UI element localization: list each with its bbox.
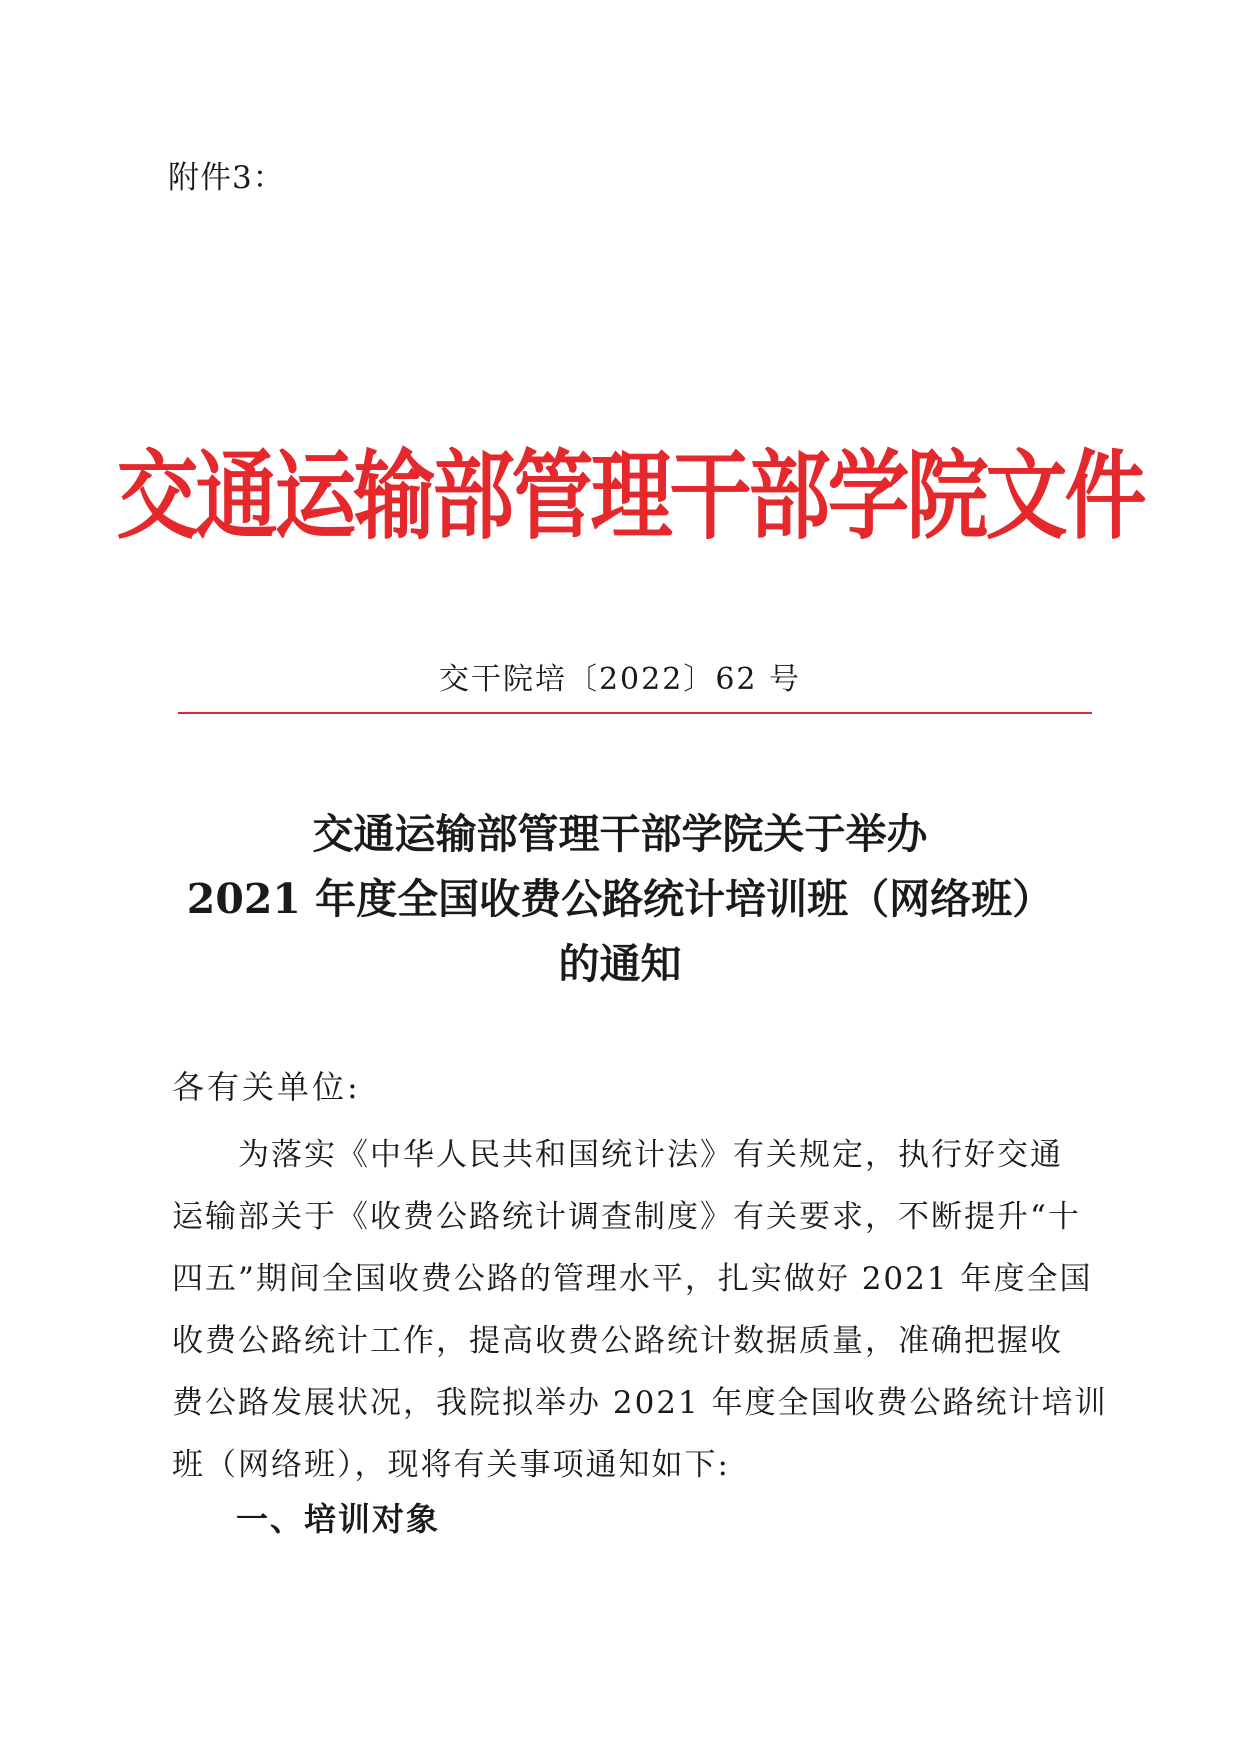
body-line: 为落实《中华人民共和国统计法》有关规定，执行好交通 — [172, 1137, 1063, 1173]
title-line-2: 2021 年度全国收费公路统计培训班（网络班） — [186, 875, 1054, 923]
body-line: 班（网络班），现将有关事项通知如下: — [172, 1447, 730, 1483]
salutation: 各有关单位: — [172, 1068, 361, 1106]
title-line-3: 的通知 — [558, 940, 682, 988]
body-line: 费公路发展状况，我院拟举办 2021 年度全国收费公路统计培训 — [172, 1385, 1108, 1421]
body-line: 收费公路统计工作，提高收费公路统计数据质量，准确把握收 — [172, 1323, 1063, 1359]
body-line: 四五”期间全国收费公路的管理水平，扎实做好 2021 年度全国 — [172, 1261, 1093, 1297]
title-line-1: 交通运输部管理干部学院关于举办 — [312, 810, 928, 858]
attachment-label: 附件3： — [168, 160, 285, 196]
red-divider-line — [178, 712, 1092, 714]
notice-title — [150, 802, 1090, 997]
body-paragraph — [172, 1124, 1108, 1496]
document-number: 交干院培〔2022〕62 号 — [438, 662, 802, 697]
org-file-header: 交通运输部管理干部学院文件 — [116, 440, 1144, 553]
body-line: 运输部关于《收费公路统计调查制度》有关要求，不断提升“十 — [172, 1199, 1081, 1235]
section-heading-training-targets: 一、培训对象 — [236, 1500, 441, 1538]
